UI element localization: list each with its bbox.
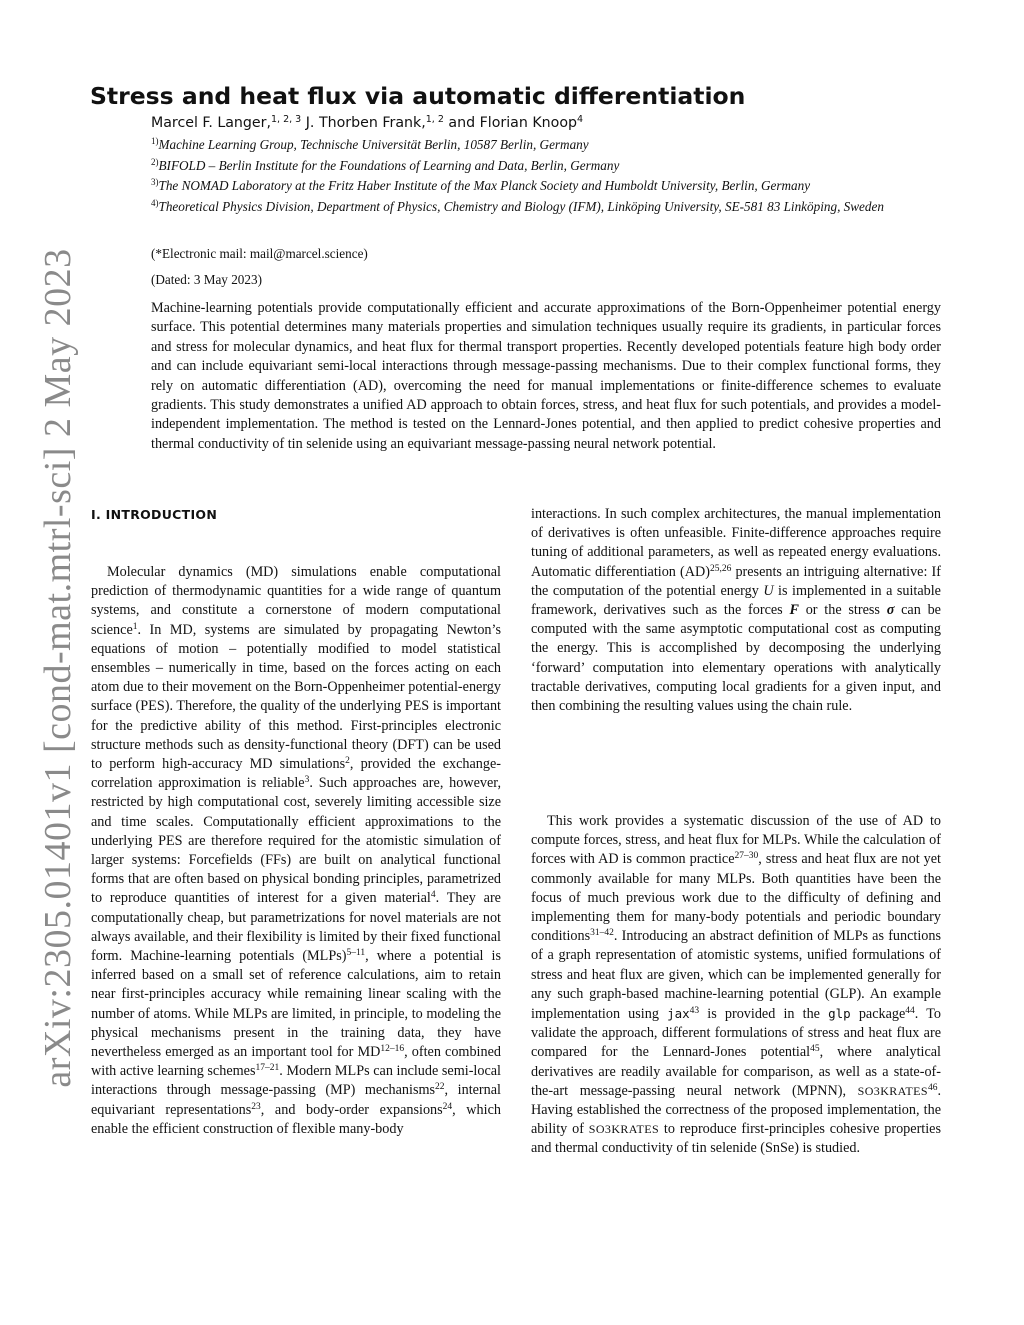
arxiv-identifier-stamp: arXiv:2305.01401v1 [cond-mat.mtrl-sci] 2 May 2023 [37, 248, 79, 1088]
code-glp: glp [828, 1006, 851, 1022]
affiliation [151, 174, 951, 195]
model-name-so3krates: SO3KRATES [588, 1122, 660, 1137]
author-list [151, 114, 583, 131]
section-heading-introduction: I. INTRODUCTION [91, 507, 218, 522]
author-name: J. Thorben Frank, [301, 115, 426, 131]
code-jax: jax [667, 1006, 690, 1022]
paper-title: Stress and heat flux via automatic differentiation [90, 82, 746, 110]
citation-ref: 27–30 [734, 851, 759, 862]
affiliation-number: 4) [151, 197, 159, 208]
author-affiliation-marker: 1, 2, 3 [271, 114, 302, 125]
affiliation-text: Theoretical Physics Division, Department of Physics, Chemistry and Biology (IFM), Linköping University, SE-581 83 Linköping, Sweden [158, 198, 884, 214]
affiliation-number: 2) [151, 156, 159, 167]
intro-paragraph-right-continued: interactions. In such complex architectures, the manual implementation of derivatives is often unfeasible. Finite-difference approaches require tuning of additional parameters, as well as repeated energy evaluations. Automatic differentiation (AD)$^{25,26}$ presents an intriguing alternative: If the computation of the potential energy U is implemented in a suitable framework, derivatives such as the forces F or the stress σ can be computed with the same asymptotic computational cost as computing the energy. This is accomplished by decomposing the underlying ‘forward’ computation into elementary operations with analytically tractable derivatives, computing local gradients for a given input, and then combining the resulting values using the chain rule. [531, 506, 941, 715]
citation-ref: 25,26 [709, 563, 732, 574]
affiliation [151, 195, 951, 216]
author-name: Marcel F. Langer, [151, 115, 272, 131]
affiliation-list [151, 133, 951, 215]
citation-ref: 46 [927, 1082, 938, 1093]
citation-ref: 1 [132, 621, 138, 632]
citation-ref: 17–21 [255, 1063, 280, 1074]
affiliation-number: 1) [151, 136, 159, 146]
citation-ref: 12–16 [380, 1044, 405, 1055]
citation-ref: 2 [345, 756, 350, 767]
contact-email: (*Electronic mail: mail@marcel.science) [151, 246, 368, 261]
author-name: and Florian Knoop [443, 115, 578, 131]
math-symbol-energy: U [763, 582, 774, 599]
model-name-so3krates: SO3KRATES [857, 1083, 928, 1098]
citation-ref: 43 [689, 1006, 700, 1017]
citation-ref: 31–42 [590, 928, 614, 939]
citation-ref: 44 [905, 1006, 915, 1017]
citation-ref: 23 [251, 1101, 261, 1112]
intro-paragraph-left: Molecular dynamics (MD) simulations enable computational prediction of thermodynamic quantities for a wide range of quantum systems, and constitute a cornerstone of modern computational science$^1$. In MD, systems are simulated by propagating Newton’s equations of motion – potentially modified to model statistical ensembles – numerically in time, based on the forces acting on each atom due to their movement on the Born-Oppenheimer potential-energy surface (PES). Therefore, the quality of the underlying PES is important for the predictive ability of this method. First-principles electronic structure methods such as density-functional theory (DFT) can be used to perform high-accuracy MD simulations$^2$, provided the exchange-correlation approximation is reliable$^3$. Such approaches are, however, restricted by high computational cost, severely limiting accessible size and time scales. Computationally efficient approximations to the underlying PES are therefore required for the atomistic simulation of larger systems: Forcefields (FFs) are built on analytical functional forms that are often based on physical bonding principles, parametrized to reproduce quantities of interest for a given material$^4$. They are computationally cheap, but parametrizations for novel materials are not always available, and their flexibility is limited by their fixed functional form. Machine-learning potentials (MLPs)$^{5-11}$, where a potential is inferred based on a small set of reference calculations, aim to retain near first-principles accuracy while remaining linear scaling with the number of atoms. While MLPs are limited, in principle, to modeling the physical mechanisms present in the training data, they have nevertheless emerged as an important tool for MD$^{12-16}$, often combined with active learning schemes$^{17-21}$. Modern MLPs can include semi-local interactions through message-passing (MP) mechanisms$^{22}$, internal equivariant representations$^{23}$, and body-order expansions$^{24}$, which enable the efficient construction of flexible many-body [91, 564, 502, 1137]
citation-ref: 22 [435, 1082, 445, 1093]
affiliation-number: 3) [151, 177, 159, 188]
citation-ref: 3 [304, 775, 310, 786]
affiliation-text: Machine Learning Group, Technische Universität Berlin, 10587 Berlin, Germany [158, 137, 589, 152]
citation-ref: 45 [810, 1044, 820, 1055]
affiliation-text: BIFOLD – Berlin Institute for the Foundations of Learning and Data, Berlin, Germany [158, 157, 620, 173]
citation-ref: 4 [430, 890, 436, 901]
math-symbol-forces: F [789, 602, 799, 619]
intro-paragraph-right: This work provides a systematic discussion of the use of AD to compute forces, stress, and heat flux for MLPs. While the calculation of forces with AD is common practice$^{27-30}$, stress and heat flux are not yet commonly available for many MLPs. Both quantities have been the focus of much previous work due to the difficulty of defining and implementing them for many-body potentials and periodic boundary conditions$^{31-42}$. Introducing an abstract definition of MLPs as functions of a graph representation of atomistic systems, unified formulations of stress and heat flux are given, which can be implemented generally for any such graph-based machine-learning potential (GLP). An example implementation using jax$^{43}$ is provided in the glp package$^{44}$. To validate the approach, different formulations of stress and heat flux are compared for the Lennard-Jones potential$^{45}$, where analytical derivatives are readily available for comparison, as well as a state-of-the-art message-passing neural network (MPNN), SO3KRATES$^{46}$. Having established the correctness of the proposed implementation, the ability of SO3KRATES to reproduce first-principles cohesive properties and thermal conductivity of tin selenide (SnSe) is studied. [531, 813, 942, 1157]
citation-ref: 24 [442, 1101, 453, 1112]
affiliation [151, 133, 951, 154]
author-affiliation-marker: 4 [577, 114, 584, 125]
affiliation-text: The NOMAD Laboratory at the Fritz Haber Institute of the Max Planck Society and Humboldt University, Berlin, Germany [158, 178, 811, 194]
citation-ref: 5–11 [346, 948, 366, 959]
affiliation [151, 154, 951, 175]
abstract: Machine-learning potentials provide computationally efficient and accurate approximations of the Born-Oppenheimer potential energy surface. This potential determines many materials properties and simulation techniques usually require its gradients, in particular forces and stress for molecular dynamics, and heat flux for thermal transport properties. Recently developed potentials feature high body order and can include equivariant semi-local interactions through message-passing mechanisms. Due to their complex functional forms, they rely on automatic differentiation (AD), overcoming the need for manual implementations or finite-difference schemes to evaluate gradients. This study demonstrates a unified AD approach to obtain forces, stress, and heat flux for such potentials, and provides a model-independent implementation. The method is tested on the Lennard-Jones potential, and then applied to predict cohesive properties and thermal conductivity of tin selenide using an equivariant message-passing neural network potential. [151, 300, 941, 452]
author-affiliation-marker: 1, 2 [425, 114, 444, 125]
math-symbol-stress: σ [886, 602, 895, 619]
date-line: (Dated: 3 May 2023) [151, 272, 262, 287]
